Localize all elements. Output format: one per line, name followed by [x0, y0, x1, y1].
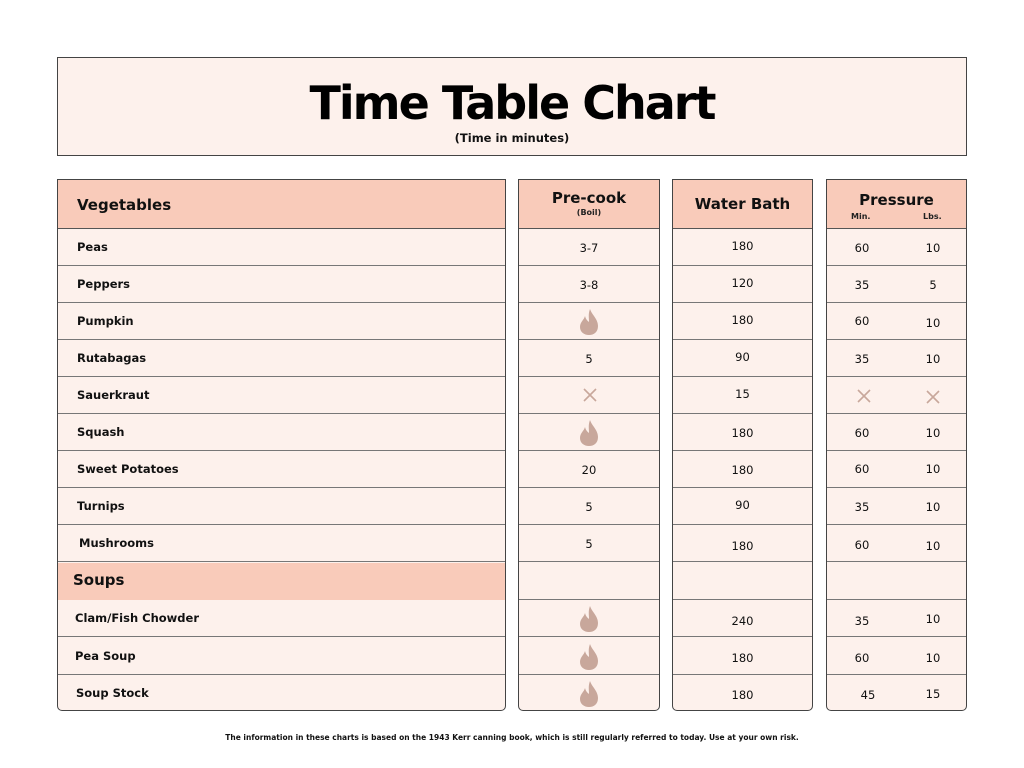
section-label: Soups — [73, 571, 125, 589]
table-row — [519, 377, 659, 414]
table-row — [58, 451, 505, 488]
row-name: Sauerkraut — [77, 388, 150, 402]
section-header-soups — [58, 563, 505, 600]
flame-icon — [577, 419, 601, 447]
precook-column — [518, 179, 660, 711]
table-row — [827, 488, 966, 525]
pressure-lbs-label: Lbs. — [923, 212, 942, 221]
row-name: Peppers — [77, 277, 131, 291]
table-row — [827, 600, 966, 637]
table-row — [519, 414, 659, 451]
table-row — [827, 675, 966, 711]
table-row — [519, 340, 659, 377]
table-row — [673, 525, 812, 562]
table-row — [673, 488, 812, 525]
table-row — [673, 303, 812, 340]
pressure-lbs-value: 10 — [925, 500, 941, 514]
footer-disclaimer: The information in these charts is based on the 1943 Kerr canning book, which is still regularly referred to today. Use at your own risk. — [225, 733, 799, 742]
vegetables-header-label: Vegetables — [77, 196, 172, 214]
pressure-header — [827, 180, 966, 229]
table-row — [673, 266, 812, 303]
table-row — [58, 525, 505, 562]
pressure-lbs-value: 10 — [925, 462, 941, 476]
row-name: Pumpkin — [77, 314, 134, 328]
pressure-lbs-value: 15 — [925, 687, 941, 701]
water-bath-value: 180 — [731, 651, 754, 665]
pressure-lbs-value: 10 — [925, 426, 941, 440]
water-bath-value: 180 — [731, 463, 754, 477]
pressure-lbs-value: 10 — [925, 539, 941, 553]
table-row — [827, 340, 966, 377]
table-row — [58, 303, 505, 340]
table-row — [827, 377, 966, 414]
table-row — [673, 675, 812, 711]
pressure-min-value: 60 — [854, 241, 870, 255]
table-row — [827, 414, 966, 451]
pressure-min-value: 35 — [854, 500, 870, 514]
water-bath-value: 180 — [731, 239, 754, 253]
table-row — [827, 266, 966, 303]
pressure-min-value: 60 — [854, 538, 870, 552]
water-bath-value: 15 — [735, 387, 750, 401]
table-row — [519, 600, 659, 637]
table-row — [827, 451, 966, 488]
vegetables-column — [57, 179, 506, 711]
water-bath-value: 240 — [731, 614, 754, 628]
water-bath-value: 180 — [731, 539, 754, 553]
precook-header-label: Pre-cook — [551, 189, 627, 207]
pressure-min-value: 60 — [854, 426, 870, 440]
table-row — [58, 600, 505, 637]
water-bath-value: 120 — [731, 276, 754, 290]
pressure-min-value: 60 — [854, 651, 870, 665]
page-title: Time Table Chart — [309, 76, 715, 130]
table-row — [673, 229, 812, 266]
flame-icon — [577, 680, 601, 708]
table-row — [519, 229, 659, 266]
flame-icon — [577, 643, 601, 671]
table-row — [58, 414, 505, 451]
table-row — [519, 638, 659, 675]
pressure-min-value: 60 — [854, 462, 870, 476]
row-name: Clam/Fish Chowder — [75, 611, 200, 625]
water-bath-header — [673, 180, 812, 229]
table-row — [58, 638, 505, 675]
pressure-lbs-value: 10 — [925, 612, 941, 626]
pressure-min-value: 35 — [854, 614, 870, 628]
flame-icon — [577, 308, 601, 336]
table-row — [519, 303, 659, 340]
table-row — [58, 229, 505, 266]
precook-value: 5 — [585, 537, 593, 551]
table-row — [827, 638, 966, 675]
row-name: Turnips — [77, 499, 125, 513]
pressure-lbs-value: 10 — [925, 352, 941, 366]
table-row — [673, 600, 812, 637]
table-row — [827, 525, 966, 562]
table-row — [58, 488, 505, 525]
precook-value: 5 — [585, 500, 593, 514]
table-row — [58, 675, 505, 711]
pressure-min-value: 35 — [854, 278, 870, 292]
table-row — [673, 638, 812, 675]
row-name: Rutabagas — [77, 351, 147, 365]
flame-icon — [577, 605, 601, 633]
vegetables-header — [58, 180, 505, 229]
pressure-lbs-value: 10 — [925, 241, 941, 255]
table-row — [673, 563, 812, 600]
table-row — [519, 488, 659, 525]
row-name: Soup Stock — [76, 686, 149, 700]
precook-header — [519, 180, 659, 229]
table-row — [519, 266, 659, 303]
precook-value: 5 — [585, 352, 593, 366]
water-bath-value: 90 — [735, 350, 750, 364]
table-row — [827, 229, 966, 266]
x-mark-icon — [855, 387, 873, 405]
x-mark-icon — [581, 386, 599, 404]
pressure-min-value: 35 — [854, 352, 870, 366]
precook-value: 3-7 — [579, 241, 599, 255]
precook-header-sub: (Boil) — [576, 208, 602, 217]
water-bath-value: 90 — [735, 498, 750, 512]
row-name: Squash — [77, 425, 125, 439]
pressure-min-value: 45 — [860, 688, 876, 702]
table-row — [58, 377, 505, 414]
pressure-min-value: 60 — [854, 314, 870, 328]
table-row — [827, 303, 966, 340]
table-row — [673, 340, 812, 377]
pressure-lbs-value: 10 — [925, 316, 941, 330]
water-bath-value: 180 — [731, 426, 754, 440]
table-row — [827, 563, 966, 600]
precook-value: 3-8 — [579, 278, 599, 292]
table-row — [519, 525, 659, 562]
row-name: Pea Soup — [75, 649, 136, 663]
pressure-lbs-value: 5 — [929, 278, 937, 292]
pressure-header-label: Pressure — [859, 191, 934, 209]
table-row — [673, 414, 812, 451]
table-row — [519, 451, 659, 488]
water-bath-value: 180 — [731, 688, 754, 702]
x-mark-icon — [924, 388, 942, 406]
row-name: Mushrooms — [79, 536, 154, 550]
pressure-lbs-value: 10 — [925, 651, 941, 665]
pressure-min-label: Min. — [851, 212, 871, 221]
water-bath-header-label: Water Bath — [694, 195, 791, 213]
water-bath-column — [672, 179, 813, 711]
precook-value: 20 — [581, 463, 597, 477]
pressure-column — [826, 179, 967, 711]
table-row — [519, 563, 659, 600]
table-row — [58, 266, 505, 303]
row-name: Sweet Potatoes — [77, 462, 179, 476]
row-name: Peas — [77, 240, 108, 254]
table-row — [673, 377, 812, 414]
page-subtitle: (Time in minutes) — [454, 131, 570, 145]
table-row — [673, 451, 812, 488]
table-row — [58, 340, 505, 377]
table-row — [519, 675, 659, 711]
water-bath-value: 180 — [731, 313, 754, 327]
